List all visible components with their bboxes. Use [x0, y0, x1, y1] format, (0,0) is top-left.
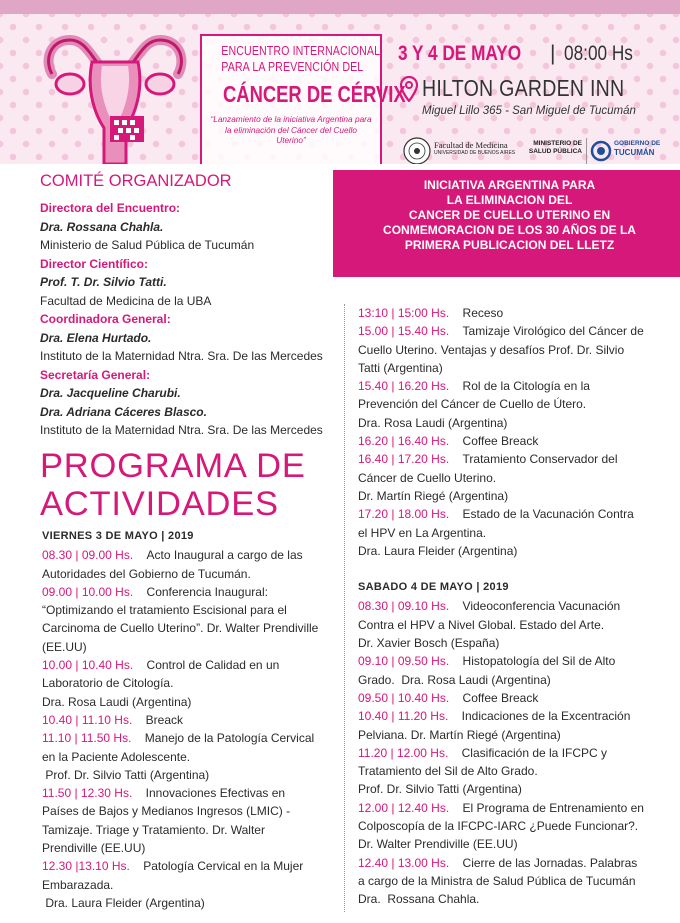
- initiative-line: INICIATIVA ARGENTINA PARA: [423, 178, 596, 192]
- schedule-time: 09.00 | 10.00 Hs.: [42, 584, 134, 599]
- schedule-line: [358, 780, 680, 798]
- schedule-text: Prof. Dr. Silvio Tatti (Argentina): [358, 782, 522, 797]
- date-time-separator: |: [550, 42, 556, 65]
- committee-member: Prof. T. Dr. Silvio Tatti.: [40, 275, 167, 289]
- schedule-text: Tratamiento del Sil de Alto Grado.: [358, 764, 538, 779]
- initiative-line: CANCER DE CUELLO UTERINO EN: [408, 208, 611, 222]
- header-banner: [0, 14, 680, 164]
- committee-affiliation: Ministerio de Salud Pública de Tucumán: [40, 238, 255, 252]
- schedule-text: (EE.UU): [42, 639, 87, 654]
- location-pin-icon: [400, 76, 418, 102]
- schedule-text: Prevención del Cáncer de Cuello de Útero.: [358, 397, 587, 412]
- schedule-text: Dra. Rosa Laudi (Argentina): [358, 415, 508, 430]
- schedule-time: 11.20 | 12.00 Hs.: [358, 745, 449, 760]
- schedule-line: [42, 619, 327, 637]
- schedule-text: Receso: [462, 306, 504, 320]
- schedule-line: [358, 744, 680, 762]
- schedule-time: 16.40 | 17.20 Hs.: [358, 452, 450, 467]
- schedule-item: [358, 377, 680, 432]
- schedule-text: Prendiville (EE.UU): [42, 841, 146, 856]
- schedule-text: Laboratorio de Citología.: [42, 676, 174, 691]
- schedule-text: Colposcopía de la IFCPC-IARC ¿Puede Funcionar?.: [358, 819, 639, 834]
- schedule-text: Innovaciones Efectivas en: [145, 786, 286, 801]
- initiative-band: [333, 170, 680, 277]
- schedule-line: [358, 542, 680, 560]
- schedule-time: 08.30 | 09.00 Hs.: [42, 548, 134, 563]
- schedule-text: Dr. Walter Prendiville (EE.UU): [358, 837, 518, 852]
- ministerio-logo-line-1: MINISTERIO DE: [533, 140, 582, 147]
- schedule-text: Dra. Rosa Laudi (Argentina): [42, 694, 192, 709]
- schedule-text: en la Paciente Adolescente.: [42, 749, 191, 764]
- schedule-line: [358, 707, 680, 725]
- schedule-text: Pelviana. Dr. Martín Riegé (Argentina): [358, 727, 561, 742]
- top-color-bar: [0, 0, 680, 14]
- program-left-column: [42, 527, 327, 912]
- schedule-line: [358, 341, 680, 359]
- schedule-item: [42, 711, 327, 729]
- event-subtitle: “Lanzamiento de la iniciativa Argentina para la eliminación del Cáncer del Cuello Uterino”: [210, 114, 372, 145]
- day1-schedule-continued: [358, 304, 680, 560]
- schedule-text: Contra el HPV a Nivel Global. Estado del Arte.: [358, 617, 605, 632]
- schedule-time: 12.40 | 13.00 Hs.: [358, 855, 450, 870]
- schedule-text: Dra. Laura Fleider (Argentina): [358, 543, 518, 558]
- schedule-item: [42, 656, 327, 711]
- schedule-text: Cuello Uterino. Ventajas y desafíos Prof. Dr. Silvio: [358, 342, 625, 357]
- schedule-text: Tamizaje. Triage y Tratamiento. Dr. Walter: [42, 822, 265, 837]
- schedule-time: 09.10 | 09.50 Hs.: [358, 654, 450, 669]
- schedule-text: Países de Bajos y Medianos Ingresos (LMIC) -: [42, 804, 291, 819]
- schedule-item: [42, 583, 327, 656]
- committee-member: Dra. Elena Hurtado.: [40, 330, 152, 345]
- schedule-line: [358, 652, 680, 670]
- schedule-text: “Optimizando el tratamiento Escisional para el: [42, 603, 287, 618]
- schedule-time: 15.40 | 16.20 Hs.: [358, 379, 450, 394]
- event-title-box: [200, 34, 406, 164]
- schedule-line: [42, 638, 327, 656]
- schedule-line: [358, 395, 680, 413]
- schedule-time: 16.20 | 16.40 Hs.: [358, 434, 450, 449]
- committee-affiliation: Facultad de Medicina de la UBA: [40, 293, 212, 308]
- schedule-item: [42, 546, 327, 583]
- schedule-line: [358, 377, 680, 395]
- schedule-text: Patología Cervical en la Mujer: [143, 859, 304, 874]
- schedule-line: [358, 817, 680, 835]
- gobierno-logo-line-1: GOBIERNO DE: [614, 140, 661, 147]
- schedule-line: [358, 505, 680, 523]
- logo-divider: [586, 138, 587, 164]
- event-date-time: [398, 42, 680, 66]
- schedule-text: Cáncer de Cuello Uterino.: [358, 470, 497, 485]
- committee-member: Dra. Adriana Cáceres Blasco.: [40, 404, 207, 419]
- gobierno-tucuman-logo: [614, 140, 660, 157]
- schedule-line: [42, 766, 327, 784]
- schedule-time: 15.00 | 15.40 Hs.: [358, 324, 450, 339]
- schedule-line: [358, 835, 680, 853]
- schedule-line: [358, 414, 680, 432]
- schedule-text: Tamizaje Virológico del Cáncer de: [462, 324, 644, 339]
- schedule-line: [358, 304, 680, 322]
- schedule-time: 10.40 | 11.20 Hs.: [358, 709, 449, 724]
- event-date: 3 Y 4 DE MAYO: [398, 42, 522, 65]
- committee-member: Dra. Rossana Chahla.: [40, 219, 164, 234]
- schedule-line: [358, 634, 680, 652]
- schedule-text: Grado. Dra. Rosa Laudi (Argentina): [358, 672, 551, 687]
- schedule-text: Dr. Martín Riegé (Argentina): [358, 488, 509, 503]
- schedule-line: [358, 726, 680, 744]
- schedule-line: [358, 890, 680, 908]
- fmed-logo-line-2: UNIVERSIDAD DE BUENOS AIRES: [434, 150, 516, 156]
- fmed-uba-logo: [434, 140, 515, 158]
- schedule-line: [358, 671, 680, 689]
- day2-title: SABADO 4 DE MAYO | 2019: [358, 581, 509, 594]
- schedule-time: 08.30 | 09.10 Hs.: [358, 599, 450, 614]
- initiative-line: CONMEMORACION DE LOS 30 AÑOS DE LA: [383, 223, 636, 237]
- schedule-line: [358, 432, 680, 450]
- schedule-item: [358, 707, 680, 744]
- schedule-line: [42, 711, 327, 729]
- schedule-item: [42, 729, 327, 784]
- schedule-line: [42, 748, 327, 766]
- day2-schedule: [358, 597, 680, 908]
- schedule-time: 10.00 | 10.40 Hs.: [42, 658, 134, 673]
- schedule-line: [42, 876, 327, 894]
- schedule-text: El Programa de Entrenamiento en: [462, 800, 644, 815]
- schedule-line: [42, 693, 327, 711]
- schedule-text: Coffee Breack: [462, 434, 539, 449]
- schedule-time: 11.10 | 11.50 Hs.: [42, 731, 132, 746]
- schedule-text: Prof. Dr. Silvio Tatti (Argentina): [42, 767, 210, 782]
- schedule-line: [42, 839, 327, 857]
- schedule-item: [358, 432, 680, 450]
- schedule-line: [42, 729, 327, 747]
- committee-role: Directora del Encuentro:: [40, 201, 181, 215]
- schedule-item: [358, 652, 680, 689]
- schedule-line: [358, 616, 680, 634]
- schedule-text: Indicaciones de la Excentración: [461, 709, 631, 724]
- committee-list: [40, 199, 340, 440]
- schedule-text: el HPV en La Argentina.: [358, 525, 487, 540]
- venue-name: HILTON GARDEN INN: [422, 75, 625, 101]
- schedule-item: [358, 304, 680, 322]
- schedule-item: [358, 597, 680, 652]
- schedule-text: Rol de la Citología en la: [462, 379, 590, 394]
- schedule-item: [358, 744, 680, 799]
- schedule-text: Dra. Laura Fleider (Argentina): [42, 895, 205, 910]
- program-title-line-1: PROGRAMA DE: [40, 447, 306, 485]
- event-title-line-2: PARA LA PREVENCIÓN DEL: [221, 59, 364, 74]
- event-time: 08:00 Hs: [564, 42, 633, 65]
- gobierno-logo-line-2: TUCUMÁN: [614, 147, 655, 157]
- schedule-item: [358, 799, 680, 854]
- schedule-time: 13:10 | 15:00 Hs.: [358, 306, 450, 320]
- schedule-line: [42, 601, 327, 619]
- schedule-text: Carcinoma de Cuello Uterino”. Dr. Walter Prendiville: [42, 621, 319, 636]
- schedule-line: [42, 565, 327, 583]
- schedule-text: Clasificación de la IFCPC y: [461, 745, 608, 760]
- schedule-time: 12.30 |13.10 Hs.: [42, 859, 130, 874]
- schedule-item: [358, 322, 680, 377]
- day-gap: [358, 560, 680, 578]
- schedule-line: [358, 359, 680, 377]
- schedule-line: [358, 597, 680, 615]
- schedule-time: 12.00 | 12.40 Hs.: [358, 800, 450, 815]
- schedule-text: Histopatología del Sil de Alto: [462, 654, 616, 669]
- schedule-text: Estado de la Vacunación Contra: [462, 507, 634, 522]
- schedule-text: Manejo de la Patología Cervical: [144, 731, 315, 746]
- schedule-text: Breack: [145, 712, 183, 727]
- schedule-line: [42, 894, 327, 912]
- schedule-text: Cierre de las Jornadas. Palabras: [462, 855, 638, 870]
- schedule-item: [42, 784, 327, 857]
- fmed-uba-seal-icon: [402, 136, 432, 164]
- schedule-item: [358, 854, 680, 909]
- committee-affiliation: Instituto de la Maternidad Ntra. Sra. De las Mercedes: [40, 349, 323, 363]
- schedule-time: 11.50 | 12.30 Hs.: [42, 786, 133, 801]
- schedule-line: [42, 802, 327, 820]
- schedule-item: [358, 689, 680, 707]
- committee-title: COMITÉ ORGANIZADOR: [40, 172, 232, 190]
- initiative-line: LA ELIMINACION DEL: [446, 193, 573, 207]
- schedule-line: [358, 872, 680, 890]
- uterus-illustration-icon: [40, 32, 190, 164]
- tucuman-emblem-icon: [590, 138, 612, 164]
- schedule-line: [42, 821, 327, 839]
- schedule-text: Acto Inaugural a cargo de las: [146, 548, 303, 563]
- schedule-text: Tratamiento Conservador del: [462, 452, 618, 467]
- schedule-line: [42, 656, 327, 674]
- schedule-line: [358, 689, 680, 707]
- schedule-line: [358, 854, 680, 872]
- column-divider: [344, 304, 345, 912]
- committee-member: Dra. Jacqueline Charubi.: [40, 386, 181, 400]
- sponsor-logos: [400, 134, 680, 164]
- schedule-time: 17.20 | 18.00 Hs.: [358, 507, 450, 522]
- schedule-text: Embarazada.: [42, 877, 114, 892]
- schedule-text: Autoridades del Gobierno de Tucumán.: [42, 566, 251, 581]
- venue-address: Miguel Lillo 365 - San Miguel de Tucumán: [422, 105, 636, 117]
- schedule-item: [358, 450, 680, 505]
- schedule-text: Control de Calidad en un: [146, 658, 280, 673]
- schedule-item: [358, 505, 680, 560]
- initiative-line: PRIMERA PUBLICACION DEL LLETZ: [404, 238, 615, 252]
- schedule-line: [42, 546, 327, 564]
- committee-affiliation: Instituto de la Maternidad Ntra. Sra. De las Mercedes: [40, 423, 323, 437]
- schedule-line: [358, 524, 680, 542]
- event-title-line-3: CÁNCER DE CÉRVIX: [223, 81, 406, 107]
- schedule-text: Dra. Rossana Chahla.: [358, 892, 480, 907]
- schedule-time: 09.50 | 10.40 Hs.: [358, 690, 450, 705]
- program-right-column: [358, 304, 680, 909]
- ministerio-logo: [528, 140, 582, 155]
- schedule-line: [42, 674, 327, 692]
- fmed-logo-line-1: Facultad de Medicina: [434, 140, 508, 150]
- schedule-text: a cargo de la Ministra de Salud Pública de Tucumán: [358, 873, 636, 888]
- schedule-line: [358, 487, 680, 505]
- schedule-line: [42, 784, 327, 802]
- day1-schedule: [42, 546, 327, 912]
- schedule-item: [42, 857, 327, 912]
- schedule-time: 10.40 | 11.10 Hs.: [42, 712, 133, 727]
- day1-title: VIERNES 3 DE MAYO | 2019: [42, 530, 194, 542]
- schedule-text: Videoconferencia Vacunación: [462, 599, 621, 614]
- committee-role: Secretaría General:: [40, 367, 151, 382]
- schedule-line: [358, 762, 680, 780]
- committee-role: Director Científico:: [40, 256, 149, 271]
- schedule-line: [42, 857, 327, 875]
- ministerio-logo-line-2: SALUD PÚBLICA: [528, 147, 582, 155]
- program-title: [40, 447, 306, 523]
- schedule-text: Dr. Xavier Bosch (España): [358, 636, 500, 651]
- schedule-line: [358, 469, 680, 487]
- schedule-text: Tatti (Argentina): [358, 360, 443, 375]
- event-title-line-1: ENCUENTRO INTERNACIONAL: [221, 43, 381, 58]
- schedule-line: [358, 450, 680, 468]
- schedule-text: Conferencia Inaugural:: [146, 584, 268, 599]
- program-title-line-2: ACTIVIDADES: [40, 485, 279, 523]
- schedule-text: Coffee Breack: [462, 690, 539, 705]
- schedule-line: [42, 583, 327, 601]
- schedule-line: [358, 799, 680, 817]
- schedule-line: [358, 322, 680, 340]
- committee-role: Coordinadora General:: [40, 312, 171, 326]
